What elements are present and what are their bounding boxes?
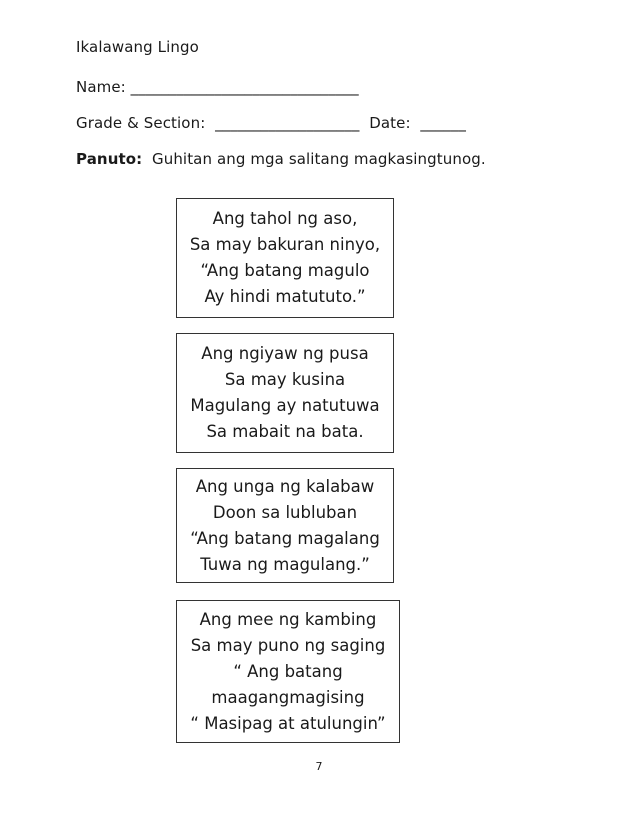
poem-line: Doon sa lubluban [212, 502, 358, 522]
instruction-text: Guhitan ang mga salitang magkasingtunog. [142, 150, 486, 168]
instruction [76, 150, 486, 168]
poem-line: Sa may kusina [224, 370, 346, 389]
poem-line: Magulang ay natutuwa [190, 396, 380, 415]
poem-line: “Ang batang magalang [190, 528, 380, 548]
poem-line: “ Masipag at atulungin” [190, 713, 386, 733]
grade-section-date-line: Grade & Section: ___________________ Date: ______ [76, 114, 466, 132]
poem-line: Ang tahol ng aso, [212, 209, 358, 228]
page-number: 7 [315, 760, 323, 773]
poem-line: Sa mabait na bata. [206, 422, 364, 441]
poem-line: Ang unga ng kalabaw [195, 476, 375, 496]
poem-line: Sa may puno ng saging [190, 635, 386, 655]
poem-line: maagangmagising [211, 687, 365, 707]
poem-box-kambing [176, 600, 400, 743]
name-field-line: Name: ______________________________ [76, 78, 359, 96]
poem-line: Ang mee ng kambing [199, 609, 377, 629]
poem-box-kalabaw [176, 468, 394, 583]
poem-line: Tuwa ng magulang.” [200, 554, 370, 574]
worksheet-title: Ikalawang Lingo [76, 38, 199, 56]
poem-line: “Ang batang magulo [200, 261, 370, 280]
poem-box-aso [176, 198, 394, 318]
poem-line: Ay hindi matututo.” [204, 287, 366, 306]
poem-line: “ Ang batang [233, 661, 343, 681]
poem-box-pusa [176, 333, 394, 453]
poem-line: Ang ngiyaw ng pusa [201, 344, 369, 363]
instruction-label: Panuto: [76, 150, 143, 168]
poem-line: Sa may bakuran ninyo, [189, 235, 381, 254]
